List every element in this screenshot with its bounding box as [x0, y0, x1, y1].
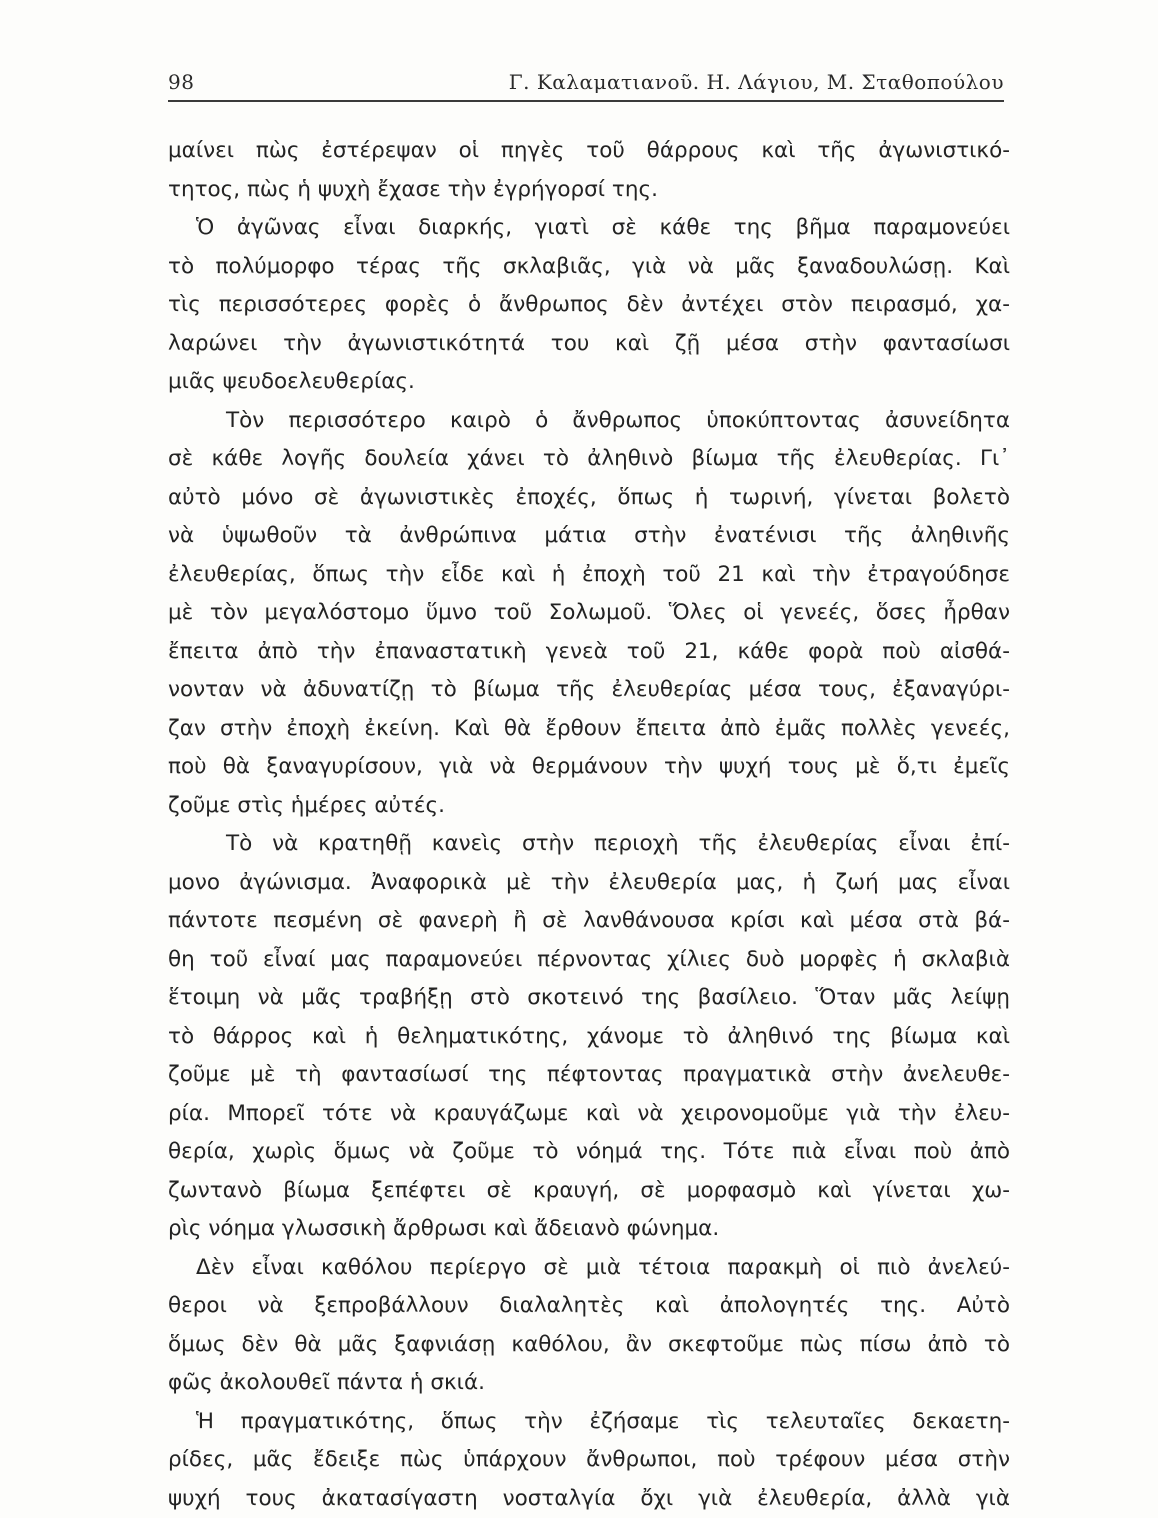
running-header — [168, 66, 1004, 102]
text-line: μὲ τὸν μεγαλόστομο ὕμνο τοῦ Σολωμοῦ. Ὅλες οἱ γενεές, ὅσες ἦρθαν — [168, 594, 1010, 633]
text-line: ὅμως δὲν θὰ μᾶς ξαφνιάσῃ καθόλου, ἂν σκεφτοῦμε πὼς πίσω ἀπὸ τὸ — [168, 1326, 1010, 1365]
text-line: ἐλευθερίας, ὅπως τὴν εἶδε καὶ ἡ ἐποχὴ τοῦ 21 καὶ τὴν ἐτραγούδησε — [168, 556, 1010, 595]
text-line: τὸ θάρρος καὶ ἡ θεληματικότης, χάνομε τὸ ἀληθινό της βίωμα καὶ — [168, 1018, 1010, 1057]
text-line: ρὶς νόημα γλωσσικὴ ἄρθρωσι καὶ ἄδειανὸ φώνημα. — [168, 1210, 1010, 1249]
text-line: ἔπειτα ἀπὸ τὴν ἐπαναστατικὴ γενεὰ τοῦ 21, κάθε φορὰ ποὺ αἰσθά- — [168, 633, 1010, 672]
text-line: τὶς περισσότερες φορὲς ὁ ἄνθρωπος δὲν ἀντέχει στὸν πειρασμό, χα- — [168, 286, 1010, 325]
text-line: ρίδες, μᾶς ἔδειξε πὼς ὑπάρχουν ἄνθρωποι, ποὺ τρέφουν μέσα στὴν — [168, 1441, 1010, 1480]
text-line: ψυχή τους ἀκατασίγαστη νοσταλγία ὄχι γιὰ ἐλευθερία, ἀλλὰ γιὰ — [168, 1480, 1010, 1518]
text-line: θεροι νὰ ξεπροβάλλουν διαλαλητὲς καὶ ἀπολογητές της. Αὐτὸ — [168, 1287, 1010, 1326]
text-line: θερία, χωρὶς ὅμως νὰ ζοῦμε τὸ νόημά της. Τότε πιὰ εἶναι ποὺ ἀπὸ — [168, 1133, 1010, 1172]
header-authors: Γ. Καλαματιανοῦ. Η. Λάγιου, Μ. Σταθοπούλου — [509, 70, 1004, 94]
text-line: ἕτοιμη νὰ μᾶς τραβήξῃ στὸ σκοτεινό της βασίλειο. Ὅταν μᾶς λείψῃ — [168, 979, 1010, 1018]
text-line: ποὺ θὰ ξαναγυρίσουν, γιὰ νὰ θερμάνουν τὴν ψυχή τους μὲ ὅ,τι ἐμεῖς — [168, 748, 1010, 787]
text-line: αὐτὸ μόνο σὲ ἀγωνιστικὲς ἐποχές, ὅπως ἡ τωρινή, γίνεται βολετὸ — [168, 479, 1010, 518]
text-line: ζαν στὴν ἐποχὴ ἐκείνη. Καὶ θὰ ἔρθουν ἔπειτα ἀπὸ ἐμᾶς πολλὲς γενεές, — [168, 710, 1010, 749]
text-line: Δὲν εἶναι καθόλου περίεργο σὲ μιὰ τέτοια παρακμὴ οἱ πιὸ ἀνελεύ- — [168, 1249, 1010, 1288]
text-line: σὲ κάθε λογῆς δουλεία χάνει τὸ ἀληθινὸ βίωμα τῆς ἐλευθερίας. Γι᾽ — [168, 440, 1010, 479]
text-line: νὰ ὑψωθοῦν τὰ ἀνθρώπινα μάτια στὴν ἐνατένισι τῆς ἀληθινῆς — [168, 517, 1010, 556]
text-line: Τὸ νὰ κρατηθῇ κανεὶς στὴν περιοχὴ τῆς ἐλευθερίας εἶναι ἐπί- — [168, 825, 1010, 864]
text-line: πάντοτε πεσμένη σὲ φανερὴ ἢ σὲ λανθάνουσα κρίσι καὶ μέσα στὰ βά- — [168, 902, 1010, 941]
text-line: ζοῦμε στὶς ἡμέρες αὐτές. — [168, 787, 1010, 826]
page-number: 98 — [168, 70, 194, 94]
text-line: τὸ πολύμορφο τέρας τῆς σκλαβιᾶς, γιὰ νὰ μᾶς ξαναδουλώσῃ. Καὶ — [168, 248, 1010, 287]
text-line: θη τοῦ εἶναί μας παραμονεύει πέρνοντας χίλιες δυὸ μορφὲς ἡ σκλαβιὰ — [168, 941, 1010, 980]
body-text — [168, 132, 1010, 1518]
text-line: Τὸν περισσότερο καιρὸ ὁ ἄνθρωπος ὑποκύπτοντας ἀσυνείδητα — [168, 402, 1010, 441]
text-line: Ἡ πραγματικότης, ὅπως τὴν ἐζήσαμε τὶς τελευταῖες δεκαετη- — [168, 1403, 1010, 1442]
text-line: νονταν νὰ ἀδυνατίζῃ τὸ βίωμα τῆς ἐλευθερίας μέσα τους, ἐξαναγύρι- — [168, 671, 1010, 710]
text-line: μονο ἀγώνισμα. Ἀναφορικὰ μὲ τὴν ἐλευθερία μας, ἡ ζωή μας εἶναι — [168, 864, 1010, 903]
text-line: τητος, πὼς ἡ ψυχὴ ἔχασε τὴν ἐγρήγορσί της. — [168, 171, 1010, 210]
text-line: φῶς ἀκολουθεῖ πάντα ἡ σκιά. — [168, 1364, 1010, 1403]
text-line: ρία. Μπορεῖ τότε νὰ κραυγάζωμε καὶ νὰ χειρονομοῦμε γιὰ τὴν ἐλευ- — [168, 1095, 1010, 1134]
text-line: Ὁ ἀγῶνας εἶναι διαρκής, γιατὶ σὲ κάθε της βῆμα παραμονεύει — [168, 209, 1010, 248]
text-line: λαρώνει τὴν ἀγωνιστικότητά του καὶ ζῇ μέσα στὴν φαντασίωσι — [168, 325, 1010, 364]
text-line: ζοῦμε μὲ τὴ φαντασίωσί της πέφτοντας πραγματικὰ στὴν ἀνελευθε- — [168, 1056, 1010, 1095]
text-line: μιᾶς ψευδοελευθερίας. — [168, 363, 1010, 402]
text-line: ζωντανὸ βίωμα ξεπέφτει σὲ κραυγή, σὲ μορφασμὸ καὶ γίνεται χω- — [168, 1172, 1010, 1211]
text-line: μαίνει πὼς ἐστέρεψαν οἱ πηγὲς τοῦ θάρρους καὶ τῆς ἀγωνιστικό- — [168, 132, 1010, 171]
